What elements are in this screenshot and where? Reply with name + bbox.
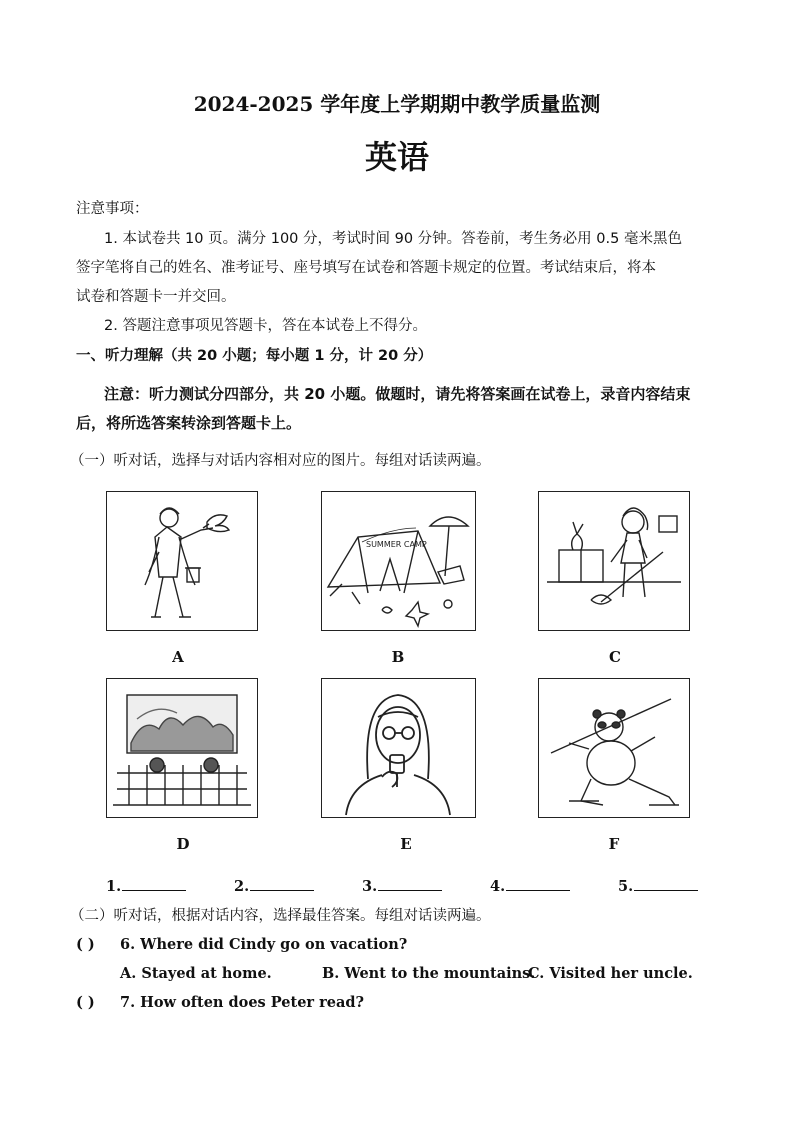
notice-line-1c: 试卷和答题卡一并交回。 (76, 289, 236, 305)
answer-blank-5[interactable]: 5. (618, 876, 698, 895)
section-heading: 一、听力理解（共 20 小题；每小题 1 分，计 20 分） (76, 348, 433, 364)
notice-line-1a: 1. 本试卷共 10 页。满分 100 分，考试时间 90 分钟。答卷前，考生务必用 0.5 毫米黑色 (104, 231, 682, 247)
picture-label-c: C (609, 648, 621, 666)
part-two-instruction: （二）听对话，根据对话内容，选择最佳答案。每组对话读两遍。 (70, 908, 491, 924)
part-one-instruction: （一）听对话，选择与对话内容相对应的图片。每组对话读两遍。 (70, 453, 491, 469)
camp-sign-text: SUMMER CAMP (366, 540, 427, 549)
picture-d-cinema (106, 678, 258, 818)
listening-note-b: 后，将所选答案转涂到答题卡上。 (76, 414, 302, 432)
question-7-text: 7. How often does Peter read? (120, 994, 365, 1011)
picture-b-summer-camp (321, 491, 476, 631)
question-6-option-c[interactable]: C. Visited her uncle. (528, 965, 693, 982)
notice-line-1b: 签字笔将自己的姓名、准考证号、座号填写在试卷和答题卡规定的位置。考试结束后，将本 (76, 260, 656, 276)
picture-label-e: E (400, 835, 412, 853)
notice-heading: 注意事项： (76, 201, 149, 217)
answer-blank-3[interactable]: 3. (362, 876, 442, 895)
answer-blank-2[interactable]: 2. (234, 876, 314, 895)
picture-a-magician (106, 491, 258, 631)
subject-title: 英语 (364, 138, 429, 176)
question-6-option-b[interactable]: B. Went to the mountains. (322, 965, 536, 982)
picture-label-a: A (172, 648, 184, 666)
question-6-text: 6. Where did Cindy go on vacation? (120, 936, 408, 953)
answer-blank-4[interactable]: 4. (490, 876, 570, 895)
picture-label-f: F (608, 835, 620, 853)
question-6-bracket[interactable]: ( ) (76, 936, 95, 953)
answer-blank-1[interactable]: 1. (106, 876, 186, 895)
picture-c-girl-mopping (538, 491, 690, 631)
question-7-bracket[interactable]: ( ) (76, 994, 95, 1011)
picture-f-kungfu-panda (538, 678, 690, 818)
notice-line-2: 2. 答题注意事项见答题卡，答在本试卷上不得分。 (104, 318, 427, 334)
exam-title: 2024-2025 学年度上学期期中教学质量监测 (193, 92, 601, 116)
picture-label-b: B (391, 648, 405, 666)
picture-e-reporter (321, 678, 476, 818)
picture-label-d: D (176, 835, 190, 853)
question-6-option-a[interactable]: A. Stayed at home. (120, 965, 272, 982)
listening-note-a: 注意：听力测试分四部分，共 20 小题。做题时，请先将答案画在试卷上，录音内容结束 (104, 385, 691, 403)
